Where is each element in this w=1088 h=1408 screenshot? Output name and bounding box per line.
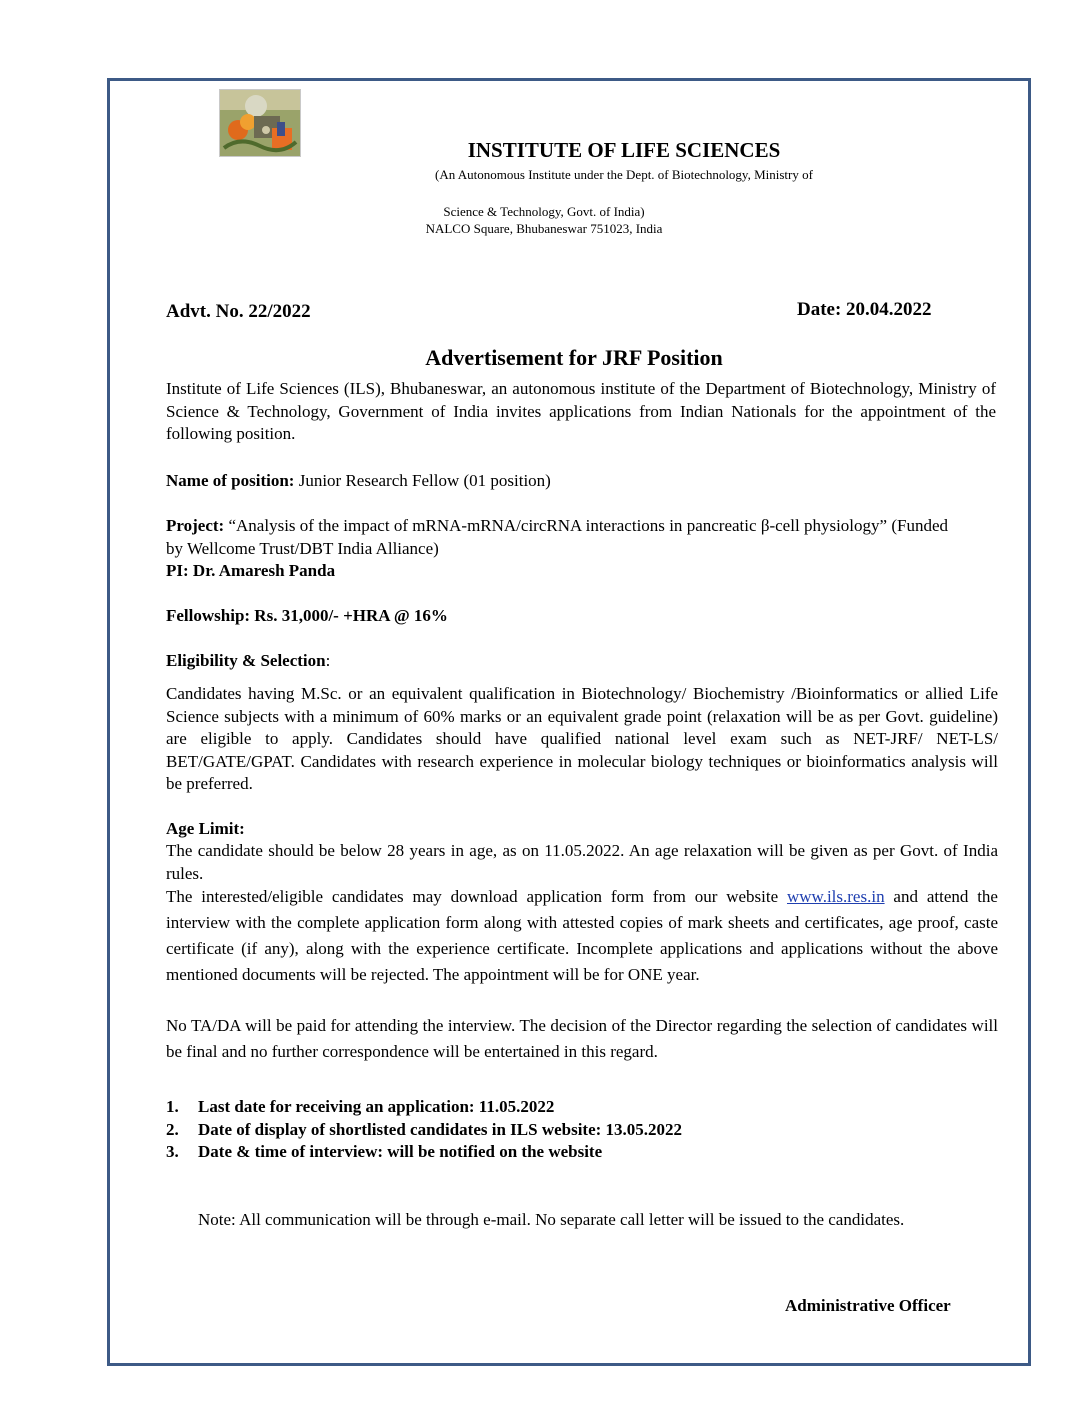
eligibility-heading	[166, 650, 996, 673]
fellowship-amount: Fellowship: Rs. 31,000/- +HRA @ 16%	[166, 606, 448, 625]
institute-subtitle-line2: Science & Technology, Govt. of India)	[443, 204, 645, 219]
eligibility-paragraph: Candidates having M.Sc. or an equivalent qualification in Biotechnology/ Biochemistry /Bioinformatics or allied Life Science subjects with a minimum of 60% marks or an equivalent grade point (relaxation will be as per Govt. guideline) are eligible to apply. Candidates should have qualified national level exam such as NET-JRF/ NET-LS/ BET/GATE/GPAT. Candidates with research experience in molecular biology techniques or bioinformatics analysis will be preferred.	[166, 684, 998, 793]
list-item: 2. Date of display of shortlisted candidates in ILS website: 13.05.2022	[166, 1119, 683, 1139]
note-paragraph: Note: All communication will be through e-mail. No separate call letter will be issued to the candidates.	[198, 1210, 905, 1229]
institute-name: INSTITUTE OF LIFE SCIENCES	[467, 138, 781, 162]
fellowship-line	[166, 605, 996, 628]
advertisement-date: Date: 20.04.2022	[797, 299, 932, 320]
pi-line	[166, 560, 996, 583]
eligibility-colon: :	[325, 651, 331, 670]
page-title: Advertisement for JRF Position	[425, 345, 723, 370]
website-link[interactable]: www.ils.res.in	[786, 887, 885, 906]
institute-subtitle-line1: (An Autonomous Institute under the Dept. of Biotechnology, Ministry of	[435, 167, 813, 182]
application-text-start: The interested/eligible candidates may download application form from our website	[166, 887, 787, 906]
application-text-end: and attend the interview with the complete application form along with attested copies of mark sheets and certificates, age proof, caste certificate (if any), along with the experience certificate. Incomplete applications and applications without the above mentioned documents will be rejected. The appointment will be for ONE year.	[166, 887, 998, 984]
signature: Administrative Officer	[785, 1296, 951, 1315]
important-dates-list	[166, 1096, 682, 1164]
tada-paragraph: No TA/DA will be paid for attending the interview. The decision of the Director regarding the selection of candidates will be final and no further correspondence will be entertained in this regard.	[166, 1016, 998, 1061]
project-label: Project:	[166, 516, 225, 535]
list-item: 3. Date & time of interview: will be notified on the website	[166, 1142, 603, 1161]
project-paragraph	[166, 515, 948, 560]
institute-address: NALCO Square, Bhubaneswar 751023, India	[425, 221, 663, 236]
position-line	[166, 470, 996, 493]
project-value: “Analysis of the impact of mRNA-mRNA/circRNA interactions in pancreatic β-cell physiology” (Funded by Wellcome Trust/DBT India Alliance)	[166, 516, 948, 558]
age-limit-paragraph: The candidate should be below 28 years in age, as on 11.05.2022. An age relaxation will be given as per Govt. of India rules.	[166, 841, 998, 883]
advertisement-number: Advt. No. 22/2022	[166, 301, 311, 322]
position-label: Name of position:	[166, 471, 295, 490]
application-paragraph	[166, 884, 998, 988]
age-limit-label: Age Limit:	[166, 819, 245, 838]
eligibility-label: Eligibility & Selection	[166, 651, 326, 670]
pi-name: PI: Dr. Amaresh Panda	[166, 561, 336, 580]
position-value: Junior Research Fellow (01 position)	[294, 471, 551, 490]
age-limit-heading	[166, 818, 996, 841]
list-item: 1. Last date for receiving an application: 11.05.2022	[166, 1097, 555, 1116]
intro-paragraph: Institute of Life Sciences (ILS), Bhubaneswar, an autonomous institute of the Department of Biotechnology, Ministry of Science & Technology, Government of India invites applications from Indian Nationals for the appointment of the following position.	[166, 379, 996, 443]
